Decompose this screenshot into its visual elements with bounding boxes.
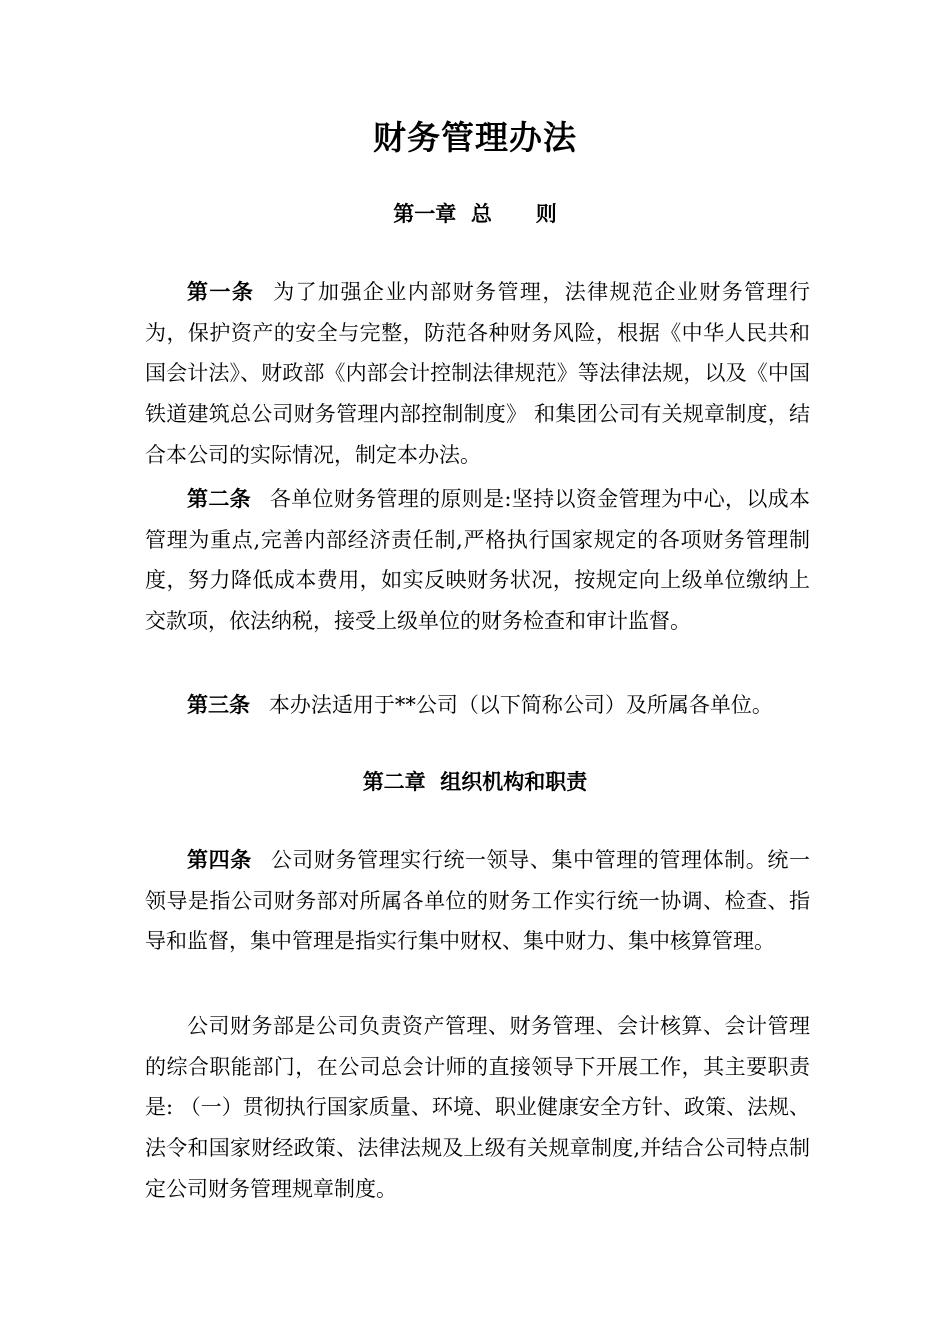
article-2: [145, 479, 810, 642]
article-1-label: 第一条: [187, 279, 255, 304]
article-4-text: 公司财务管理实行统一领导、集中管理的管理体制。统一领导是指公司财务部对所属各单位的财务工作实行统一协调、检查、指导和监督，集中管理是指实行集中财权、集中财力、集中核算管理。: [145, 848, 811, 954]
article-1: [145, 272, 810, 476]
article-2-text: 各单位财务管理的原则是:坚持以资金管理为中心，以成本管理为重点,完善内部经济责任制,严格执行国家规定的各项财务管理制度，努力降低成本费用，如实反映财务状况，按规定向上级单位缴纳上交款项，依法纳税，接受上级单位的财务检查和审计监督。: [145, 487, 810, 634]
finance-dept-paragraph: 公司财务部是公司负责资产管理、财务管理、会计核算、会计管理的综合职能部门，在公司总会计师的直接领导下开展工作，其主要职责是: （一）贯彻执行国家质量、环境、职业健康安全方针、政策、法规、法令和国家财经政策、法律法规及上级有关规章制度,并结合公司特点制定公司财务管理规章制度。: [145, 1014, 810, 1201]
article-4-label: 第四条: [187, 847, 252, 872]
article-3-label: 第三条: [187, 692, 250, 717]
article-3: [145, 685, 810, 726]
article-4: [145, 840, 810, 962]
chapter-2-heading: 第二章 组织机构和职责: [362, 769, 588, 794]
article-3-text: 本办法适用于**公司（以下简称公司）及所属各单位。: [268, 693, 773, 717]
article-1-text: 为了加强企业内部财务管理，法律规范企业财务管理行为，保护资产的安全与完整，防范各种财务风险，根据《中华人民共和国会计法》、财政部《内部会计控制法律规范》等法律法规，以及《中国铁道建筑总公司财务管理内部控制制度》 和集团公司有关规章制度，结合本公司的实际情况，制定本办法。: [145, 280, 811, 467]
article-2-label: 第二条: [187, 486, 251, 511]
chapter-1-heading: 第一章 总 则: [393, 201, 557, 226]
document-title: 财务管理办法: [373, 118, 577, 157]
